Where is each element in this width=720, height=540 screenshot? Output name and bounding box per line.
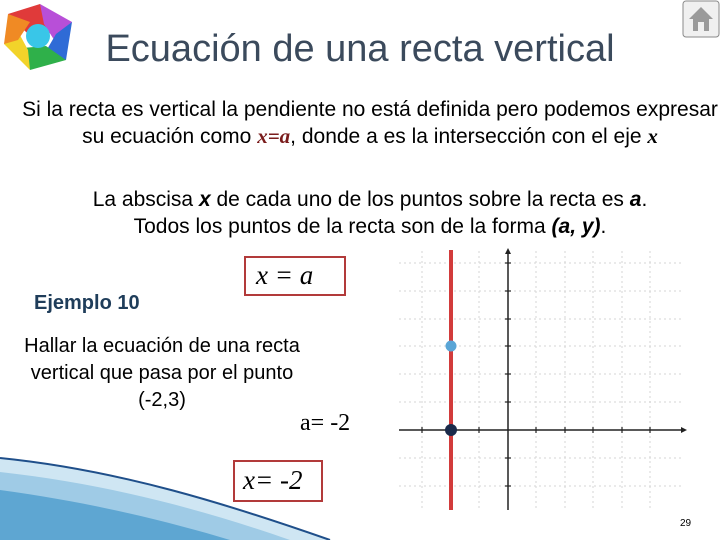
example-heading: Ejemplo 10	[34, 292, 140, 314]
page-number: 29	[680, 518, 692, 529]
formula-inline: x=a	[257, 124, 291, 148]
problem-statement: Hallar la ecuación de una recta vertical que pasa por el punto (-2,3)	[24, 335, 300, 411]
point-form-text: Todos los puntos de la recta son de la forma	[133, 215, 552, 238]
definition-paragraph	[20, 96, 720, 150]
abscissa-text-2: de cada uno de los puntos sobre la recta es	[210, 188, 630, 211]
point-form: (a, y)	[551, 215, 601, 238]
abscissa-x: x	[198, 188, 211, 211]
a-value: a= -2	[300, 410, 351, 436]
coordinate-graph	[393, 246, 693, 514]
definition-text-2: , donde a es la intersección con el eje	[290, 125, 648, 148]
abscissa-text-1: La abscisa	[92, 188, 199, 211]
answer-box: x= -2	[233, 460, 323, 502]
axis-name: x	[647, 124, 658, 148]
point-form-end: .	[600, 215, 607, 238]
point-intercept	[445, 424, 457, 436]
point-given	[446, 341, 457, 352]
grid	[399, 251, 683, 508]
formula-box: x = a	[244, 256, 346, 296]
abscissa-paragraph	[20, 186, 720, 240]
definition-text-1: Si la recta es vertical la pendiente no está definida pero podemos expresar su ecuación como	[22, 98, 718, 148]
decorative-swoosh	[0, 450, 400, 540]
page-title: Ecuación de una recta vertical	[105, 28, 615, 70]
abscissa-text-3: .	[641, 188, 648, 211]
abscissa-a: a	[629, 188, 642, 211]
